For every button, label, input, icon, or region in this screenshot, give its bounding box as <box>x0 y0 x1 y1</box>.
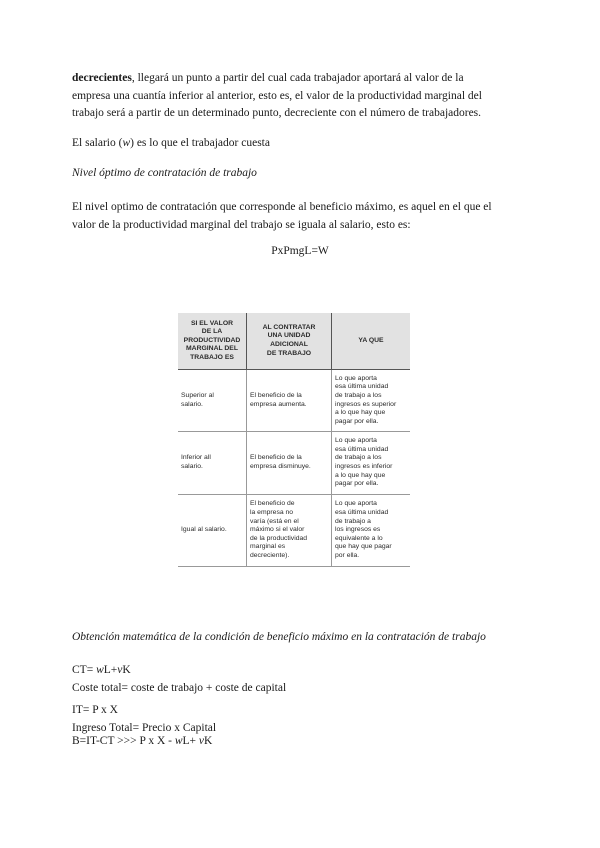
formula-description: Ingreso Total= Precio x Capital <box>72 721 217 734</box>
cell-text: Lo que aporta esa última unidad de trabajo a los ingresos es superior a lo que hay que pagar por ella. <box>335 374 397 425</box>
table-header-row <box>178 313 410 370</box>
equation-optimal: PxPmgL=W <box>271 245 329 257</box>
formula-variable: w <box>174 735 183 747</box>
table-row <box>178 370 410 432</box>
formula-text: B=IT-CT >>> P x X - <box>72 735 175 747</box>
cell-text: El beneficio de la empresa disminuye. <box>250 454 311 470</box>
salary-text: ) es lo que el trabajador cuesta <box>130 137 270 149</box>
table-row <box>178 495 410 567</box>
formula-text: K <box>122 664 131 676</box>
table-cell <box>247 432 332 495</box>
cell-text: Igual al salario. <box>181 526 227 534</box>
cell-text: Inferior all salario. <box>181 454 211 470</box>
formula-variable: w <box>96 664 104 676</box>
formula-line <box>72 662 528 680</box>
table-header-cell <box>178 313 247 370</box>
table-cell <box>332 370 411 432</box>
table-cell <box>332 495 411 567</box>
table-cell <box>178 495 247 567</box>
paragraph-line: empresa una cuantía inferior al anterior, esto es, el valor de la productividad marginal del <box>72 89 482 102</box>
cell-text: Lo que aporta esa última unidad de trabajo a los ingresos es inferior a lo que hay que pagar por ella. <box>335 437 393 488</box>
formula-total-cost <box>72 662 528 697</box>
header-text: SI EL VALOR DE LA PRODUCTIVIDAD MARGINAL DEL TRABAJO ES <box>183 319 241 361</box>
formula-profit <box>72 733 528 751</box>
table-header-cell <box>332 313 411 370</box>
paragraph-line: El nivel optimo de contratación que corresponde al beneficio máximo, es aquel en el que el <box>72 201 492 213</box>
table-row <box>178 432 410 495</box>
table-cell <box>332 432 411 495</box>
bold-term: decrecientes <box>72 72 132 84</box>
paragraph-salary <box>72 135 528 153</box>
paragraph-line <box>72 70 528 88</box>
cell-text: El beneficio de la empresa aumenta. <box>250 391 307 408</box>
section-heading-math: Obtención matemática de la condición de beneficio máximo en la contratación de trabajo <box>72 631 486 643</box>
paragraph-productivity <box>72 70 528 123</box>
salary-text: El salario ( <box>72 137 123 149</box>
productivity-table <box>178 313 410 567</box>
table-header-cell <box>247 313 332 370</box>
formula-line: IT= P x X <box>72 704 118 716</box>
cell-text: El beneficio de la empresa no varía (está en el máximo si el valor de la productividad marginal es decreciente). <box>250 500 308 559</box>
table-cell <box>178 432 247 495</box>
formula-text: K <box>204 735 213 747</box>
cell-text: Superior al salario. <box>181 391 214 408</box>
table-cell <box>247 370 332 432</box>
formula-text: CT= <box>72 664 97 676</box>
formula-description: Coste total= coste de trabajo + coste de capital <box>72 681 287 694</box>
formula-text: L+ <box>103 664 118 676</box>
table-cell <box>247 495 332 567</box>
formula-text: L+ <box>182 735 199 747</box>
table-cell <box>178 370 247 432</box>
paragraph-optimal-level <box>72 199 528 234</box>
paragraph-line: valor de la productividad marginal del trabajo se iguala al salario, esto es: <box>72 218 411 231</box>
header-text: AL CONTRATAR UNA UNIDAD ADICIONAL DE TRABAJO <box>262 323 316 357</box>
formula-total-income <box>72 702 528 737</box>
section-heading-optimal-level: Nivel óptimo de contratación de trabajo <box>72 167 257 179</box>
formula-variable: v <box>198 735 205 747</box>
salary-variable: w <box>122 137 131 149</box>
formula-line <box>72 733 528 751</box>
header-text: YA QUE <box>358 336 384 344</box>
paragraph-text: , llegará un punto a partir del cual cada trabajador aportará al valor de la <box>131 72 464 84</box>
cell-text: Lo que aporta esa última unidad de trabajo a los ingresos es equivalente a lo que hay que pagar por ella. <box>335 500 392 559</box>
formula-variable: v <box>117 664 123 676</box>
paragraph-line: trabajo será a partir de un determinado punto, decreciente con el número de trabajadores. <box>72 107 482 119</box>
